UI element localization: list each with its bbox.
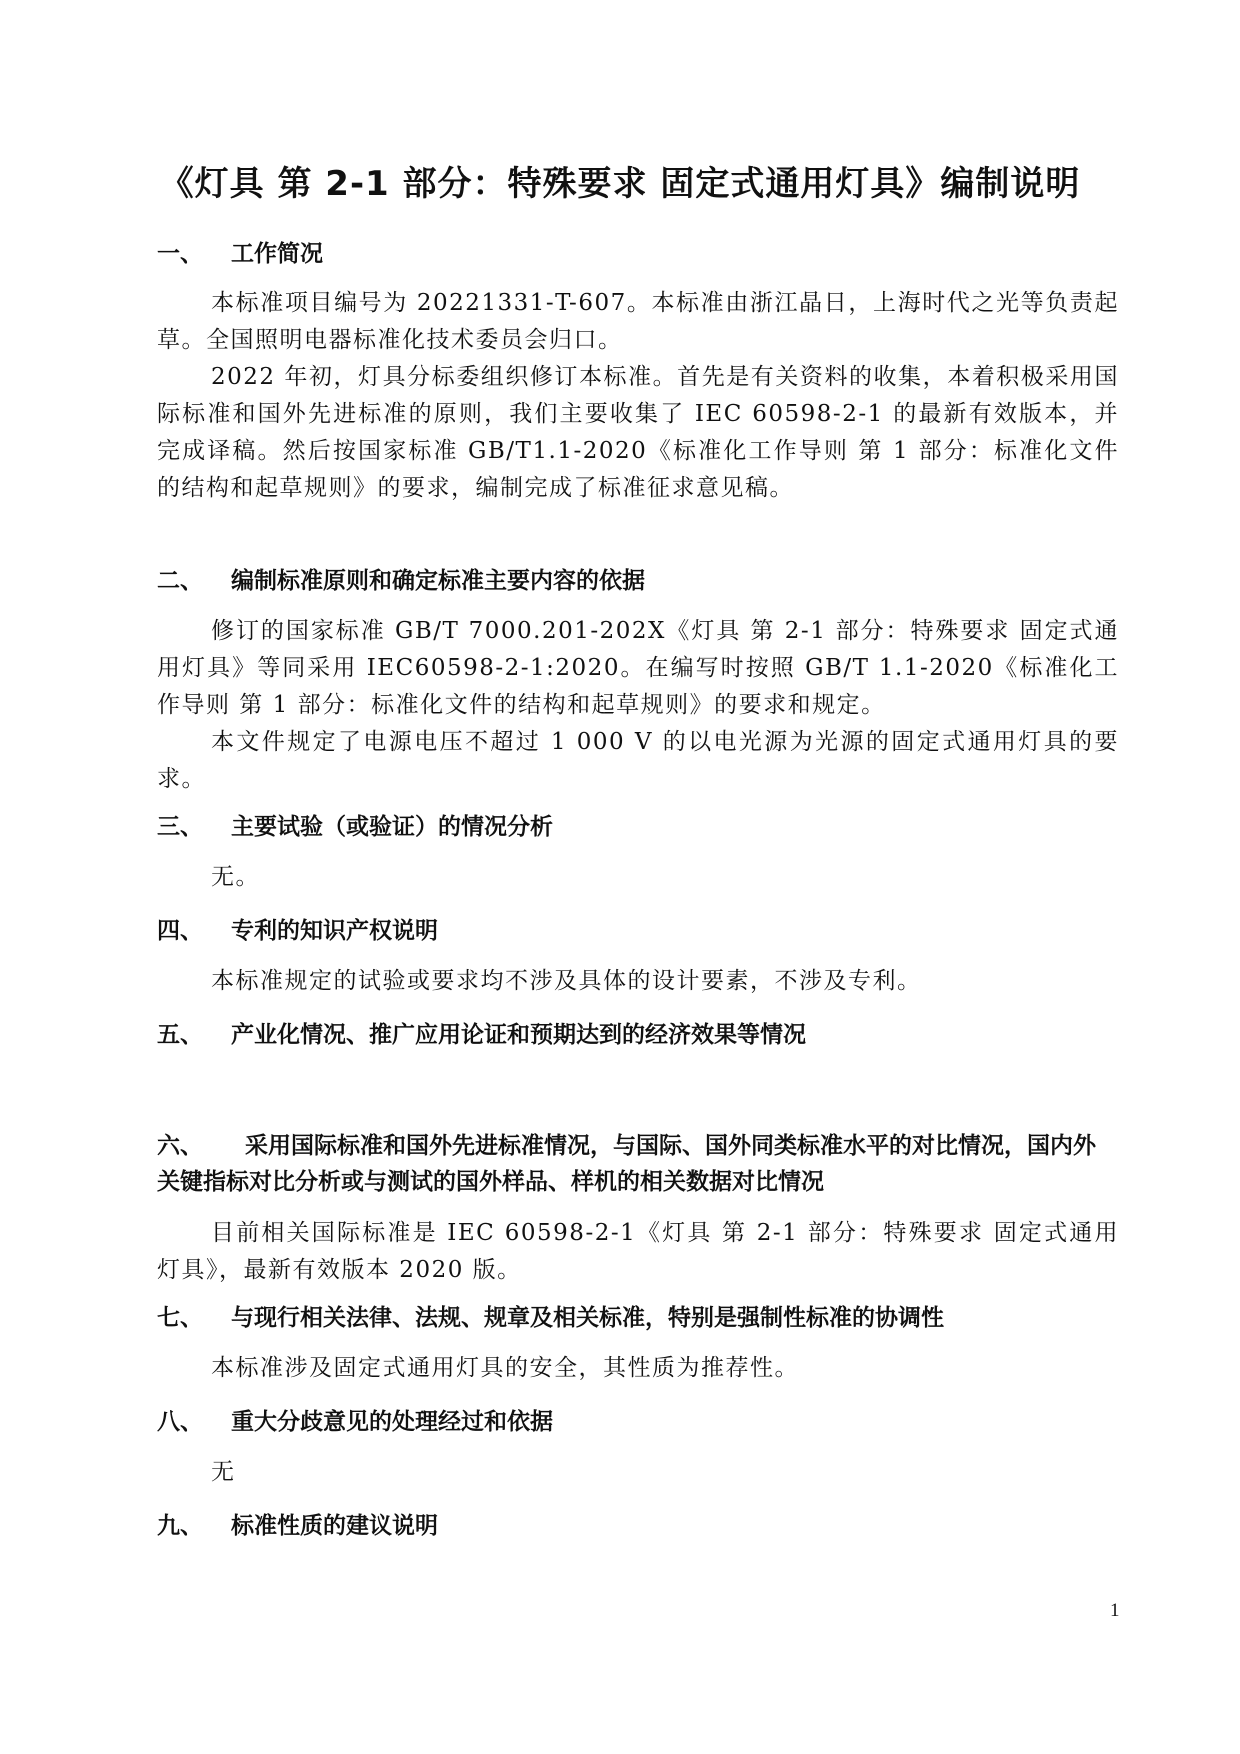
paragraph: 无 xyxy=(211,1459,236,1485)
section-number: 三、 xyxy=(157,814,203,840)
section-heading-5 xyxy=(157,1017,1117,1053)
section-number: 七、 xyxy=(157,1305,203,1331)
section-number: 六、 xyxy=(157,1133,203,1159)
paragraph: 本标准规定的试验或要求均不涉及具体的设计要素，不涉及专利。 xyxy=(211,968,922,994)
section-heading-9 xyxy=(157,1508,1117,1544)
section-number: 八、 xyxy=(157,1409,203,1435)
paragraph: 目前相关国际标准是 IEC 60598-2-1《灯具 第 2-1 部分：特殊要求 固定式通用灯具》，最新有效版本 2020 版。 xyxy=(157,1220,1119,1283)
paragraph: 无。 xyxy=(211,864,260,890)
section-title: 专利的知识产权说明 xyxy=(231,918,438,944)
section-heading-2 xyxy=(157,563,1117,599)
paragraph: 修订的国家标准 GB/T 7000.201-202X《灯具 第 2-1 部分：特殊要求 固定式通用灯具》等同采用 IEC60598-2-1:2020。在编写时按照 GB/T 1.1-2020《标准化工作导则 第 1 部分：标准化文件的结构和起草规则》的要求和规定。 xyxy=(157,618,1119,718)
section-title: 与现行相关法律、法规、规章及相关标准，特别是强制性标准的协调性 xyxy=(231,1305,944,1331)
section-number: 九、 xyxy=(157,1513,203,1539)
paragraph: 本标准项目编号为 20221331-T-607。本标准由浙江晶日，上海时代之光等负责起草。全国照明电器标准化技术委员会归口。 xyxy=(157,290,1119,353)
section-title: 编制标准原则和确定标准主要内容的依据 xyxy=(231,568,645,594)
section-title: 工作简况 xyxy=(231,241,323,267)
paragraph: 2022 年初，灯具分标委组织修订本标准。首先是有关资料的收集，本着积极采用国际标准和国外先进标准的原则，我们主要收集了 IEC 60598-2-1 的最新有效版本，并完成译稿。然后按国家标准 GB/T1.1-2020《标准化工作导则 第 1 部分：标准化文件的结构和起草规则》的要求，编制完成了标准征求意见稿。 xyxy=(157,364,1119,501)
section-heading-4 xyxy=(157,913,1117,949)
section-heading-6 xyxy=(157,1128,1117,1200)
section-title: 采用国际标准和国外先进标准情况，与国际、国外同类标准水平的对比情况，国内外关键指标对比分析或与测试的国外样品、样机的相关数据对比情况 xyxy=(157,1133,1096,1195)
paragraph: 本标准涉及固定式通用灯具的安全，其性质为推荐性。 xyxy=(211,1355,799,1381)
section-heading-3 xyxy=(157,809,1117,845)
document-title: 《灯具 第 2-1 部分：特殊要求 固定式通用灯具》编制说明 xyxy=(159,164,1081,204)
section-number: 五、 xyxy=(157,1022,203,1048)
section-heading-8 xyxy=(157,1404,1117,1440)
paragraph: 本文件规定了电源电压不超过 1 000 V 的以电光源为光源的固定式通用灯具的要求。 xyxy=(157,729,1119,792)
section-title: 产业化情况、推广应用论证和预期达到的经济效果等情况 xyxy=(231,1022,806,1048)
section-heading-1 xyxy=(157,236,1117,272)
section-number: 二、 xyxy=(157,568,203,594)
section-number: 一、 xyxy=(157,241,203,267)
section-number: 四、 xyxy=(157,918,203,944)
section-title: 重大分歧意见的处理经过和依据 xyxy=(231,1409,553,1435)
section-title: 标准性质的建议说明 xyxy=(231,1513,438,1539)
page-number: 1 xyxy=(1110,1600,1120,1621)
section-heading-7 xyxy=(157,1300,1117,1336)
section-title: 主要试验（或验证）的情况分析 xyxy=(231,814,553,840)
